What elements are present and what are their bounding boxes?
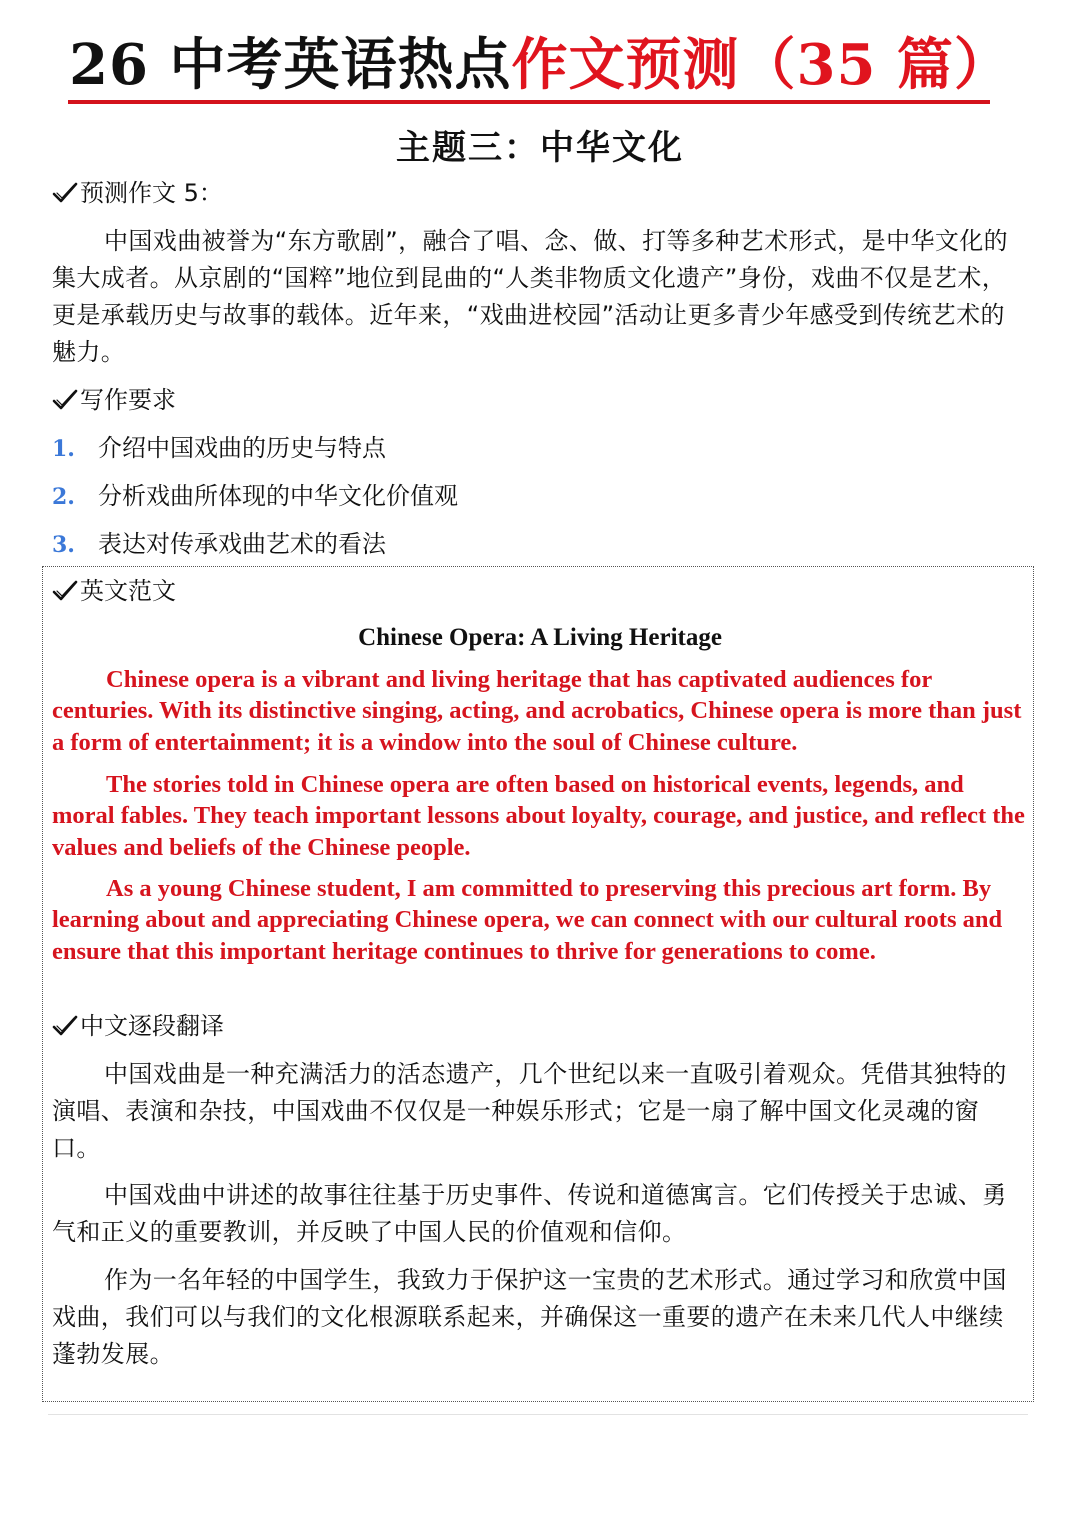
requirements-label: 写作要求: [80, 386, 176, 414]
prediction-label: 预测作文 5：: [80, 179, 223, 207]
essay-paragraph: As a young Chinese student, I am committed to preserving this precious art form. By learning about and appreciating Chinese opera, we can connect with our cultural roots and ensure that this important heritage continues to thrive for generations to come.: [52, 875, 1003, 965]
page-title-part2: 作文预测（35 篇）: [511, 32, 1011, 98]
checkmark-icon: [52, 580, 78, 602]
checkmark-icon: [52, 182, 78, 204]
translation-paragraph: 作为一名年轻的中国学生，我致力于保护这一宝贵的艺术形式。通过学习和欣赏中国戏曲，我们可以与我们的文化根源联系起来，并确保这一重要的遗产在未来几代人中继续蓬勃发展。: [52, 1266, 1007, 1368]
essay-paragraph: The stories told in Chinese opera are often based on historical events, legends, and moral fables. They teach important lessons about loyalty, courage, and justice, and reflect the values and beliefs of the Chinese people.: [52, 771, 1025, 861]
prediction-heading: [52, 176, 223, 210]
list-item-number: 3.: [52, 532, 75, 558]
prediction-intro: 中国戏曲被誉为“东方歌剧”，融合了唱、念、做、打等多种艺术形式，是中华文化的集大成者。从京剧的“国粹”地位到昆曲的“人类非物质文化遗产”身份，戏曲不仅是艺术，更是承载历史与故事的载体。近年来，“戏曲进校园”活动让更多青少年感受到传统艺术的魅力。: [52, 227, 1009, 366]
essay-title: Chinese Opera: A Living Heritage: [358, 624, 722, 651]
list-item: [52, 476, 458, 524]
page-title-part1: 26 中考英语热点: [69, 32, 512, 98]
requirements-heading: [52, 383, 176, 417]
page-title: [0, 28, 1080, 102]
list-item-number: 2.: [52, 484, 75, 510]
page-subtitle: 主题三：中华文化: [396, 128, 684, 168]
sample-essay-heading: [52, 574, 176, 608]
checkmark-icon: [52, 1015, 78, 1037]
list-item-number: 1.: [52, 436, 75, 462]
bottom-divider: [48, 1414, 1028, 1415]
list-item: [52, 524, 458, 572]
translation-paragraph: 中国戏曲中讲述的故事往往基于历史事件、传说和道德寓言。它们传授关于忠诚、勇气和正义的重要教训，并反映了中国人民的价值观和信仰。: [52, 1181, 1007, 1246]
translation-heading: [52, 1009, 224, 1043]
list-item-text: 介绍中国戏曲的历史与特点: [98, 434, 386, 462]
translation-label: 中文逐段翻译: [80, 1012, 224, 1040]
translation-paragraph: 中国戏曲是一种充满活力的活态遗产，几个世纪以来一直吸引着观众。凭借其独特的演唱、表演和杂技，中国戏曲不仅仅是一种娱乐形式；它是一扇了解中国文化灵魂的窗口。: [52, 1060, 1007, 1162]
checkmark-icon: [52, 389, 78, 411]
title-underline: [68, 100, 990, 104]
essay-paragraph: Chinese opera is a vibrant and living heritage that has captivated audiences for centuries. With its distinctive singing, acting, and acrobatics, Chinese opera is more than just a form of entertainment; it is a window into the soul of Chinese culture.: [52, 666, 1022, 756]
sample-essay-label: 英文范文: [80, 577, 176, 605]
list-item-text: 分析戏曲所体现的中华文化价值观: [98, 482, 458, 510]
list-item-text: 表达对传承戏曲艺术的看法: [98, 530, 386, 558]
list-item: [52, 428, 458, 476]
requirements-list: [52, 428, 458, 572]
